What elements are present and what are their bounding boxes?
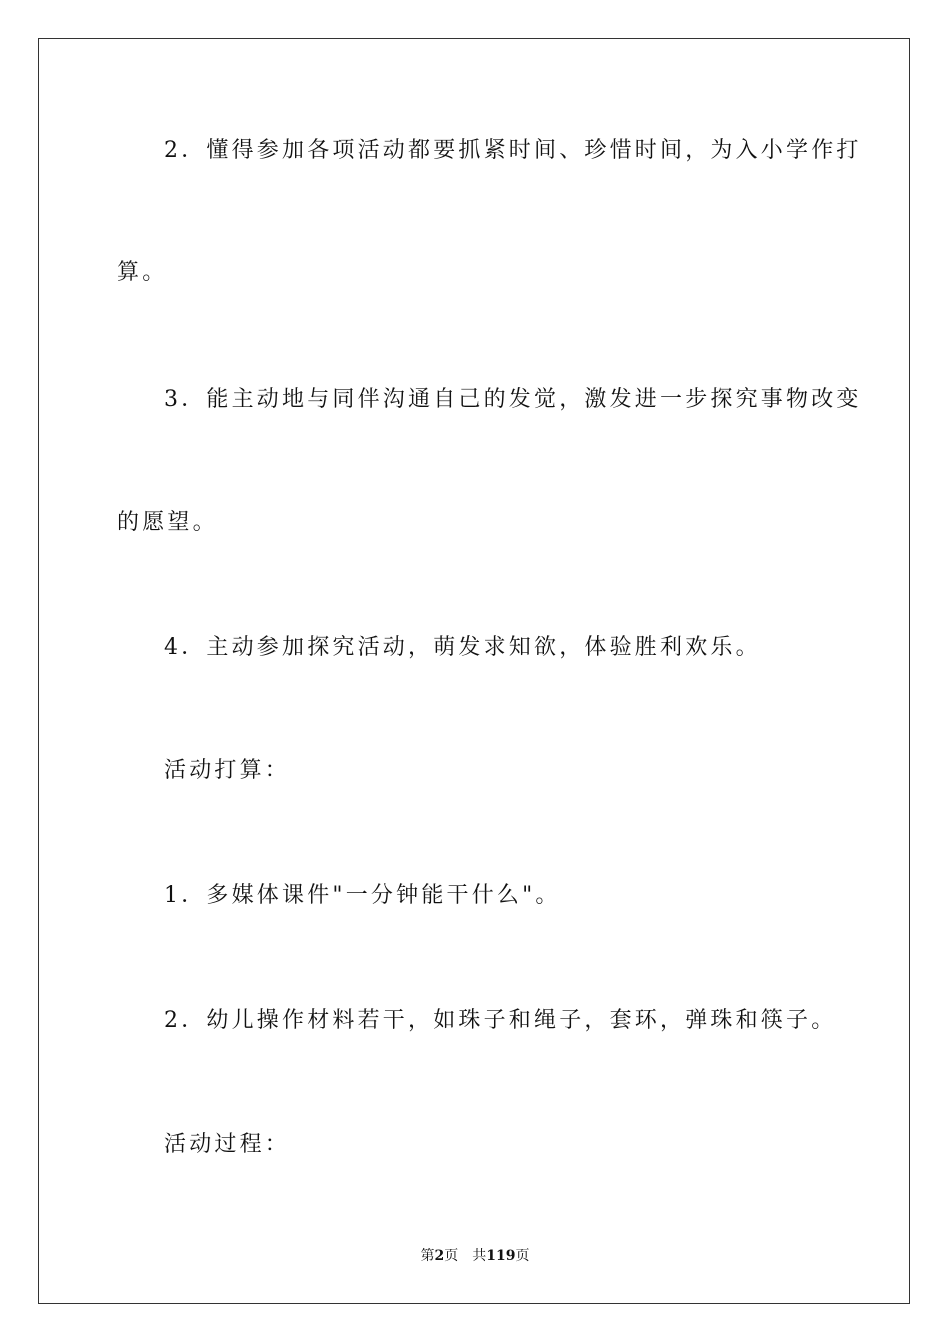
section-heading-process: 活动过程： — [164, 1132, 291, 1157]
paragraph-prep-1: 1．多媒体课件"一分钟能干什么"。 — [164, 883, 561, 908]
paragraph-2-line-1: 3．能主动地与同伴沟通自己的发觉，激发进一步探究事物改变 — [164, 387, 862, 412]
paragraph-1-line-2: 算。 — [117, 260, 168, 285]
page-border — [38, 38, 910, 1304]
footer-page-suffix: 页 — [444, 1248, 459, 1264]
paragraph-2-line-2: 的愿望。 — [117, 510, 218, 535]
footer-total-number: 119 — [486, 1248, 516, 1264]
paragraph-1-line-1: 2．懂得参加各项活动都要抓紧时间、珍惜时间，为入小学作打 — [164, 138, 862, 163]
page-footer — [0, 1246, 950, 1266]
paragraph-prep-2: 2．幼儿操作材料若干，如珠子和绳子，套环，弹珠和筷子。 — [164, 1008, 837, 1033]
footer-total-suffix: 页 — [515, 1248, 530, 1264]
paragraph-3: 4．主动参加探究活动，萌发求知欲，体验胜利欢乐。 — [164, 635, 761, 660]
footer-page-number: 2 — [434, 1248, 445, 1264]
footer-total-prefix: 共 — [472, 1248, 487, 1264]
section-heading-preparation: 活动打算： — [164, 758, 291, 783]
footer-page-prefix: 第 — [420, 1248, 435, 1264]
